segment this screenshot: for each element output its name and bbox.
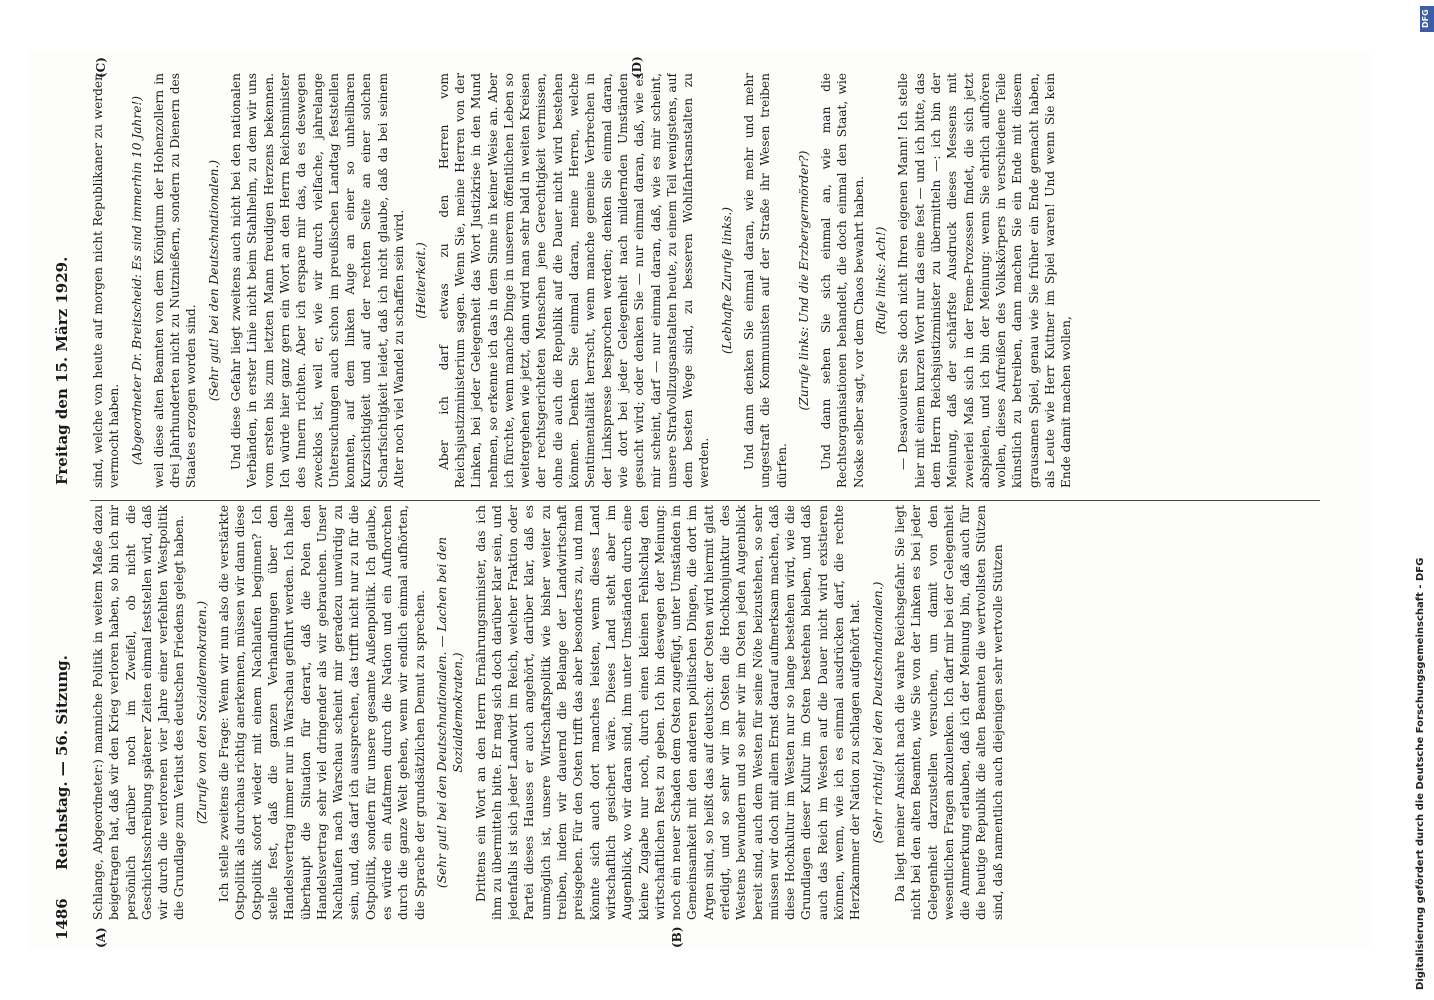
margin-mark-c: (C) (94, 57, 108, 78)
left-text-column (90, 505, 1320, 920)
margin-mark-d: (D) (630, 56, 644, 78)
paragraph: Aber ich darf etwas zu den Herren vom Reichsjustizministerium sagen. Wenn Sie, meine Herren von der Linken, bei jeder Gelegenheit das Wort Justizkrise in den Mund nehmen, so erkenne ich das in dem Sinne in keiner Weise an. Aber ich fürchte, wenn manche Dinge in unserem öffentlichen Leben so weitergehen wie jetzt, dann wird man sehr bald in weiten Kreisen der rechtsgerichteten Menschen jene Gerechtigkeit vermissen, ohne die auch die Republik auf die Dauer nicht wird bestehen können. Denken Sie einmal daran, meine Herren, welche Sentimentalität herrscht, wenn manche gemeine Verbrechen in der Linkspresse besprochen werden; denken Sie einmal daran, wie dort bei jeder Gelegenheit nach mildernden Umständen gesucht wird; oder denken Sie — nur einmal daran, daß, wie es mir scheint, darf — nur einmal daran, daß, wie es mir scheint, unsere Strafvollzugsanstalten heute, zu einem Teil wenigstens, auf dem besten Wege sind, zu besseren Wohlfahrtsanstalten zu werden. (436, 73, 712, 488)
column-divider (90, 500, 1320, 501)
interjection: (Sehr gut! bei den Deutschnationalen.) (206, 159, 221, 402)
interjection: (Rufe links: Ach!) (874, 226, 889, 335)
margin-mark-a: (A) (94, 927, 108, 948)
page-number: 1486 (53, 898, 71, 940)
document-page (30, 50, 1370, 950)
interjection: (Heiterkeit.) (414, 242, 429, 319)
interjection: (Zurufe links: Und die Erzbergermörder?) (796, 150, 811, 411)
dfg-logo (1420, 6, 1434, 32)
interjection: (Sehr richtig! bei den Deutschnationalen.) (870, 581, 885, 844)
interjection: (Lebhafte Zurufe links.) (719, 207, 734, 354)
header-date: Freitag den 15. März 1929. (53, 256, 71, 485)
paragraph: Und dann denken Sie einmal daran, wie mehr und mehr ungestraft die Kommunisten auf der Straße ihr Wesen treiben dürfen. (741, 73, 789, 488)
page-header (42, 60, 82, 940)
header-session: Reichstag. — 56. Sitzung. (53, 655, 71, 870)
credit-text: Digitalisierung gefördert durch die Deutsche Forschungsgemeinschaft - DFG (1415, 557, 1426, 990)
right-text-column (90, 73, 1320, 488)
digitization-credit (1411, 500, 1434, 1000)
margin-mark-b: (B) (670, 926, 684, 948)
paragraph: Ich stelle zweitens die Frage: Wenn wir nun also die verstärkte Ostpolitik als durchaus richtig anerkennen, müssen wir dann diese Ostpolitik sofort wieder mit einem Nachlaufen beginnen? Ich stelle fest, daß die ganzen Verhandlungen über den Handelsvertrag immer nur in Warschau geführt werden. Ich halte überhaupt die Situation für derart, daß die Polen den Handelsvertrag sehr viel dringender als wir gebrauchen. Unser Nachlaufen nach Warschau scheint mir geradezu unwürdig zu sein, und, das darf ich aussprechen, das trifft nicht nur zu für die Ostpolitik, sondern für unsere gesamte Außenpolitik. Ich glaube, es würde ein Aufatmen durch die Nation und ein Aufhorchen durch die ganze Welt gehen, wenn wir endlich einmal aufhörten, die Sprache der grundsätzlichen Demut zu sprechen. (217, 505, 427, 920)
interjection: (Sehr gut! bei den Deutschnationalen. — Lachen bei den Sozialdemokraten.) (434, 536, 466, 889)
paragraph: Drittens ein Wort an den Herrn Ernährungsminister, das ich ihm zu übermitteln bitte. Er mag sich doch darüber klar sein, und jedenfalls ist sich jeder Landwirt im Reich, welcher Fraktion oder Partei dieses Hauses er auch angehört, darüber klar, daß es unmöglich ist, unsere Wirtschaftspolitik wie bisher weiter zu treiben, indem wir dauernd die Belange der Landwirtschaft preisgeben. Für den Osten trifft das aber besonders zu, und man könnte sich auch dort manches leisten, wenn dieses Land wirtschaftlich gesichert wäre. Dieses Land steht aber im Augenblick, wo wir daran sind, ihm unter Umständen durch eine kleine Zugabe nur noch, durch einen kleinen Fehlschlag den wirtschaftlichen Rest zu geben. Ich bin deswegen der Meinung: noch ein neuer Schaden dem Osten zugefügt, unter Umständen in Gemeinsamkeit mit den anderen politischen Dingen, die dort im Argen sind, so heißt das auf deutsch: der Osten wird hiermit glatt erledigt, und so sehr wir im Osten die Hochkonjunktur des Westens bewundern und so sehr wir im Osten jeden Augenblick bereit sind, auch dem Westen für seine Nöte beizustehen, so sehr müssen wir doch mit allem Ernst darauf aufmerksam machen, daß diese Hochkultur im Westen nur so lange bestehen wird, wie die Grundlagen dieser Kultur im Osten bestehen bleiben, und daß auch das Reich im Westen auf die Dauer nicht wird existieren können, wenn, wie ich es einmal ausdrücken darf, die rechte Herzkammer der Nation zu schlagen aufgehört hat. (473, 505, 863, 920)
paragraph: Da liegt meiner Ansicht nach die wahre Reichsgefahr. Sie liegt nicht bei den alten Beamten, wie Sie von der Linken es bei jeder Gelegenheit darzustellen versuchen, um damit von den wesentlichen Fragen abzulenken. Ich darf mir bei der Gelegenheit die Anmerkung erlauben, daß ich der Meinung bin, daß auch für die heutige Republik die alten Beamten die wertvollsten Stützen sind, daß namentlich auch diejenigen sehr wertvolle Stützen (892, 505, 1005, 920)
interjection: (Zurufe von den Sozialdemokraten.) (194, 600, 209, 825)
paragraph: Schlange, Abgeordneter:) manniche Politik in weitem Maße dazu beigetragen hat, daß wir den Krieg verloren haben, so bin ich mir persönlich darüber noch im Zweifel, ob nicht die Geschichtsschreibung späterer Zeiten einmal feststellen wird, daß wir durch die verlorenen vier Jahre einer verfehlten Westpolitik die Grundlage zum Verlust des deutschen Friedens gelegt haben. (91, 505, 187, 920)
paragraph: — Desavouieren Sie doch nicht Ihren eigenen Mann! Ich stelle hier mit einem kurzen Wort nur das eine fest — und ich bitte, das dem Herrn Reichsjustizminister zu übermitteln —: ich bin der Meinung, daß der schärfste Ausdruck dieses Messens mit zweierlei Maß sich in der Feme-Prozessen findet, die sich jetzt abspielen, und ich bin der Meinung: wenn Sie ehrlich aufhören wollen, dieses Aufreißen des Volkskörpers in verschiedene Teile künstlich zu betreiben, dann machen Sie ein Ende mit diesem grausamen Spiel, genau wie Sie früher ein Ende gemacht haben, als Leute wie Herr Kuttner im Spiel waren! Und wenn Sie kein Ende damit machen wollen, (896, 73, 1074, 488)
paragraph: sind, welche von heute auf morgen nicht Republikaner zu werden vermocht haben. (91, 73, 122, 488)
paragraph: weil diese alten Beamten von dem Königtum der Hohenzollern in drei Jahrhunderten nicht zu Nutznießern, sondern zu Dienern des Staates erzogen worden sind. (151, 73, 199, 488)
paragraph: Und diese Gefahr liegt zweitens auch nicht bei den nationalen Verbänden, in erster Linie nicht beim Stahlhelm, zu dem wir uns vom ersten bis zum letzten Mann freudigen Herzens bekennen. Ich würde hier ganz gern ein Wort an den Herrn Reichsminister des Innern richten. Aber ich erspare mir das, da es deswegen zwecklos ist, weil er, wie wir durch vielfache, jahrelange Untersuchungen auch schon im preußischen Landtag feststellen konnten, auf dem linken Auge an einer so unheilbaren Kurzsichtigkeit und auf der rechten Seite an einer solchen Scharfsichtigkeit leidet, daß ich nicht glaube, daß da bei seinem Alter noch viel Wandel zu schaffen sein wird. (229, 73, 407, 488)
paragraph: Und dann sehen Sie sich einmal an, wie man die Rechtsorganisationen behandelt, die doch einmal den Staat, wie Noske selber sagt, vor dem Chaos bewahrt haben. (819, 73, 866, 488)
dfg-badge-text: DFG (1421, 9, 1430, 28)
interjection: (Abgeordneter Dr. Breitscheid: Es sind immerhin 10 Jahre!) (129, 95, 144, 466)
